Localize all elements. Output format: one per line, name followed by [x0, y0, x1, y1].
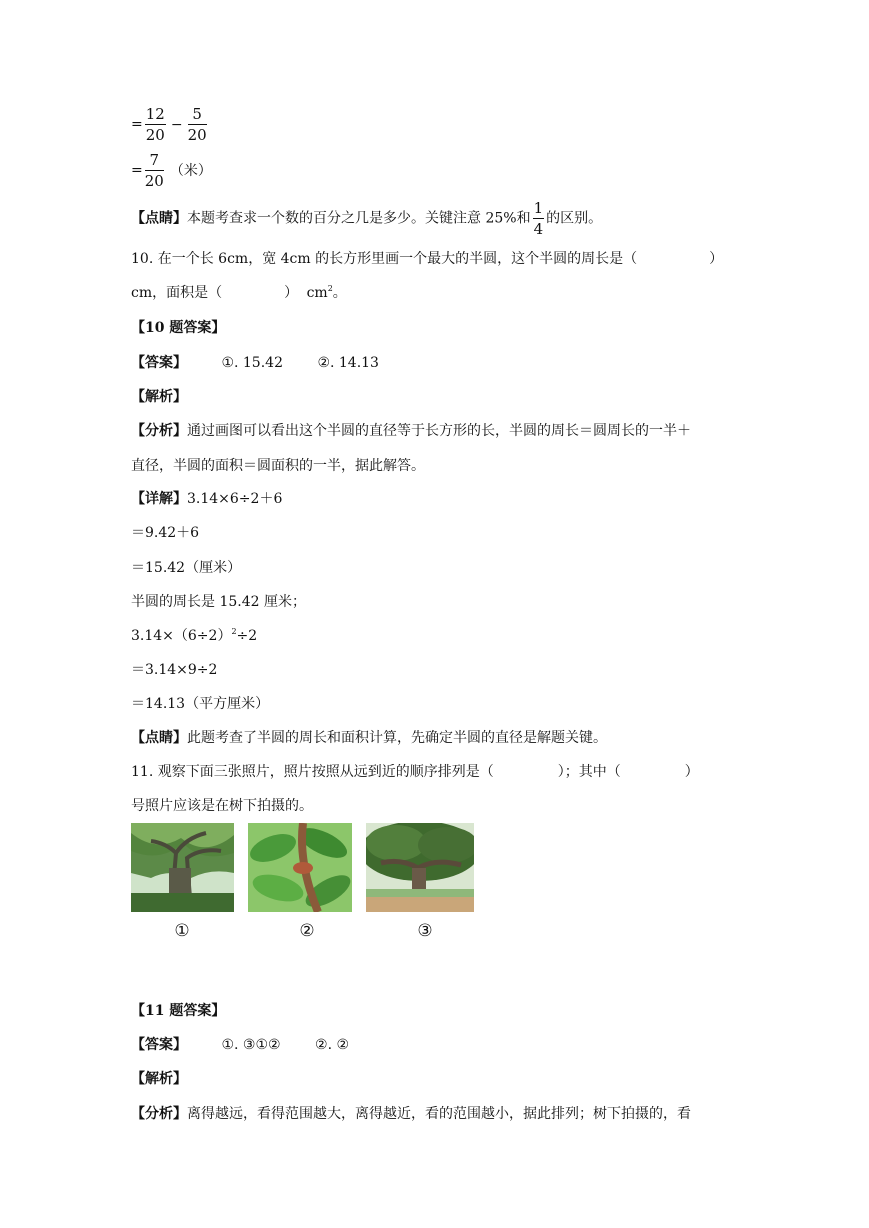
- q11-answer-header: 【11 题答案】: [131, 1003, 226, 1019]
- fraction-12-20: $\frac{12}{20}$: [145, 105, 165, 144]
- q10-step-5: $3.14\times(6\div 2)^2\div 2$: [131, 627, 258, 644]
- q10-text-2: cm，面积是（ ） $cm^2$。: [131, 284, 347, 301]
- q10-answer: 【答案】 ①. 15.42 ②. 14.13: [131, 355, 379, 371]
- calc-line-2: = $\frac{7}{20}$ （米）: [131, 151, 212, 190]
- fraction-7-20: $\frac{7}{20}$: [144, 151, 164, 190]
- tree-photo-3: [366, 823, 474, 912]
- q10-xiangjie-1: 【详解】3.14×6÷2＋6: [131, 491, 283, 507]
- q10-step-6: ＝3.14×9÷2: [131, 662, 218, 678]
- calc-line-1: = $\frac{12}{20}$ − $\frac{5}{20}$: [131, 105, 207, 144]
- q11-text-2: 号照片应该是在树下拍摄的。: [131, 798, 313, 814]
- fraction-1-4: $\frac{1}{4}$: [533, 199, 544, 238]
- q10-dianjing: 【点睛】此题考查了半圆的周长和面积计算，先确定半圆的直径是解题关键。: [131, 730, 607, 746]
- q10-step-3: ＝15.42（厘米）: [131, 560, 242, 576]
- q10-fenxi-2: 直径，半圆的面积＝圆面积的一半，据此解答。: [131, 458, 425, 474]
- q10-step-2: ＝9.42＋6: [131, 525, 200, 541]
- photo-caption-1: ①: [174, 921, 190, 941]
- photo-caption-2: ②: [299, 921, 315, 941]
- q10-jiexi: 【解析】: [131, 389, 187, 405]
- q11-fenxi: 【分析】离得越远，看得范围越大，离得越近，看的范围越小，据此排列；树下拍摄的，看: [131, 1106, 691, 1122]
- photo-caption-3: ③: [417, 921, 433, 941]
- q10-fenxi-1: 【分析】通过画图可以看出这个半圆的直径等于长方形的长，半圆的周长＝圆周长的一半＋: [131, 423, 691, 439]
- tree-photo-2: [248, 823, 352, 912]
- q10-answer-header: 【10 题答案】: [131, 320, 226, 336]
- q10-step-7: ＝14.13（平方厘米）: [131, 696, 270, 712]
- q11-answer: 【答案】 ①. ③①② ②. ②: [131, 1037, 350, 1053]
- q11-jiexi: 【解析】: [131, 1071, 187, 1087]
- q10-step-4: 半圆的周长是 15.42 厘米；: [131, 594, 306, 610]
- tree-photo-1: [131, 823, 234, 912]
- q10-text-1: 10. 在一个长 6cm，宽 4cm 的长方形里画一个最大的半圆，这个半圆的周长是（ ）: [131, 251, 724, 267]
- q11-text-1: 11. 观察下面三张照片，照片按照从远到近的顺序排列是（ ）；其中（ ）: [131, 764, 699, 780]
- fraction-5-20: $\frac{5}{20}$: [187, 105, 207, 144]
- dianjing-9: 【点睛】本题考查求一个数的百分之几是多少。关键注意 25%和 $\frac{1}{4}$ 的区别。: [131, 199, 603, 238]
